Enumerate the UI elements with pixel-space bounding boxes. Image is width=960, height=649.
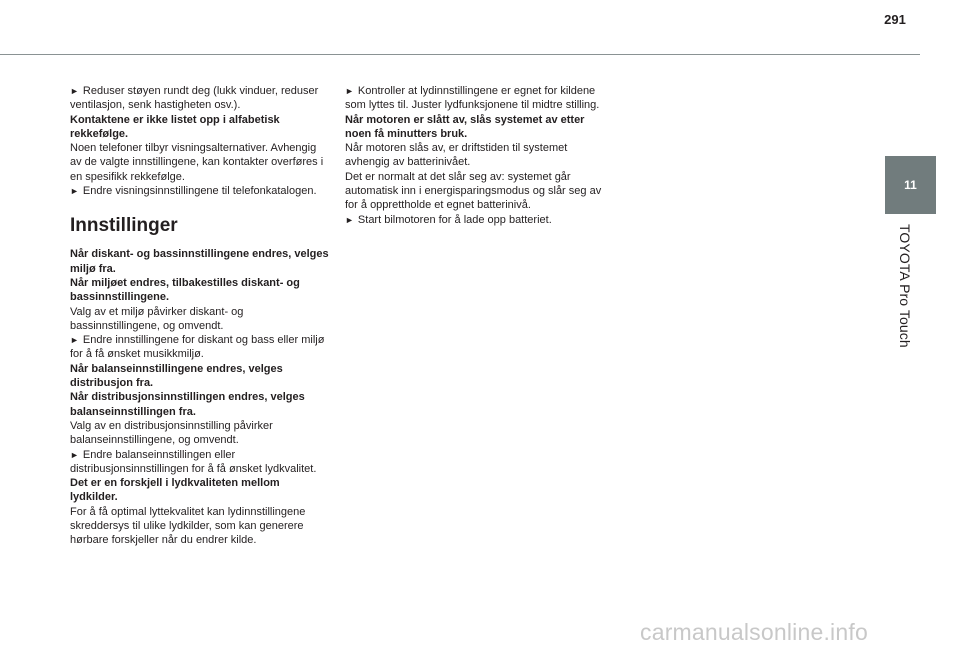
watermark: carmanualsonline.info <box>640 619 868 645</box>
left-column <box>70 84 330 548</box>
paragraph: Valg av en distribusjonsinnstilling påvirker balanseinnstillingene, og omvendt. <box>70 419 273 447</box>
bullet-paragraph: ► Endre visningsinnstillingene til telefonkatalogen. <box>70 185 317 198</box>
bullet-paragraph: ► Kontroller at lydinnstillingene er egnet for kildene som lyttes til. Juster lydfunksjonene til midtre stilling. <box>345 85 600 112</box>
section-heading: Innstillinger <box>70 215 178 237</box>
chapter-number: 11 <box>904 178 917 192</box>
paragraph: For å få optimal lyttekvalitet kan lydinnstillingene skreddersys til ulike lydkilder, som kan generere hørbare forskjeller når du endrer kilde. <box>70 505 306 547</box>
right-column <box>345 84 605 227</box>
bold-paragraph: Når miljøet endres, tilbakestilles diskant- og bassinnstillingene. <box>70 276 300 304</box>
bullet-arrow-icon: ► <box>345 214 354 225</box>
chapter-title: TOYOTA Pro Touch <box>897 224 913 348</box>
bullet-arrow-icon: ► <box>70 335 79 346</box>
header-divider <box>0 54 920 55</box>
bullet-arrow-icon: ► <box>345 86 354 96</box>
paragraph: Noen telefoner tilbyr visningsalternativer. Avhengig av de valgte innstillingene, kan kontakter overføres i en spesifikk rekkefølge. <box>70 142 324 183</box>
bullet-paragraph: ► Endre innstillingene for diskant og bass eller miljø for å få ønsket musikkmiljø. <box>70 334 325 361</box>
bullet-paragraph: ► Endre balanseinnstillingen eller distribusjonsinnstillingen for å få ønsket lydkvalitet. <box>70 448 317 475</box>
paragraph: Valg av et miljø påvirker diskant- og bassinnstillingene, og omvendt. <box>70 305 244 332</box>
bullet-arrow-icon: ► <box>70 449 79 460</box>
paragraph: Når motoren slås av, er driftstiden til systemet avhengig av batterinivået. <box>345 142 568 169</box>
bold-paragraph: Når distribusjonsinnstillingen endres, velges balanseinnstillingen fra. <box>70 391 305 418</box>
page-number: 291 <box>884 12 906 27</box>
bullet-arrow-icon: ► <box>70 86 79 96</box>
bullet-arrow-icon: ► <box>70 186 79 197</box>
paragraph: Det er normalt at det slår seg av: systemet går automatisk inn i energisparingsmodus og slår seg av for å opprettholde et egnet batterinivå. <box>345 170 602 212</box>
bullet-paragraph: ► Reduser støyen rundt deg (lukk vinduer, reduser ventilasjon, senk hastigheten osv.). <box>70 85 319 112</box>
bold-paragraph: Når diskant- og bassinnstillingene endres, velges miljø fra. <box>70 248 329 275</box>
bold-paragraph: Det er en forskjell i lydkvaliteten mellom lydkilder. <box>70 477 280 504</box>
chapter-tab <box>885 156 936 214</box>
bold-paragraph: Når motoren er slått av, slås systemet av etter noen få minutters bruk. <box>345 113 585 140</box>
bold-paragraph: Kontaktene er ikke listet opp i alfabetisk rekkefølge. <box>70 113 280 140</box>
bullet-paragraph: ► Start bilmotoren for å lade opp batteriet. <box>345 213 552 226</box>
bold-paragraph: Når balanseinnstillingene endres, velges distribusjon fra. <box>70 362 283 390</box>
